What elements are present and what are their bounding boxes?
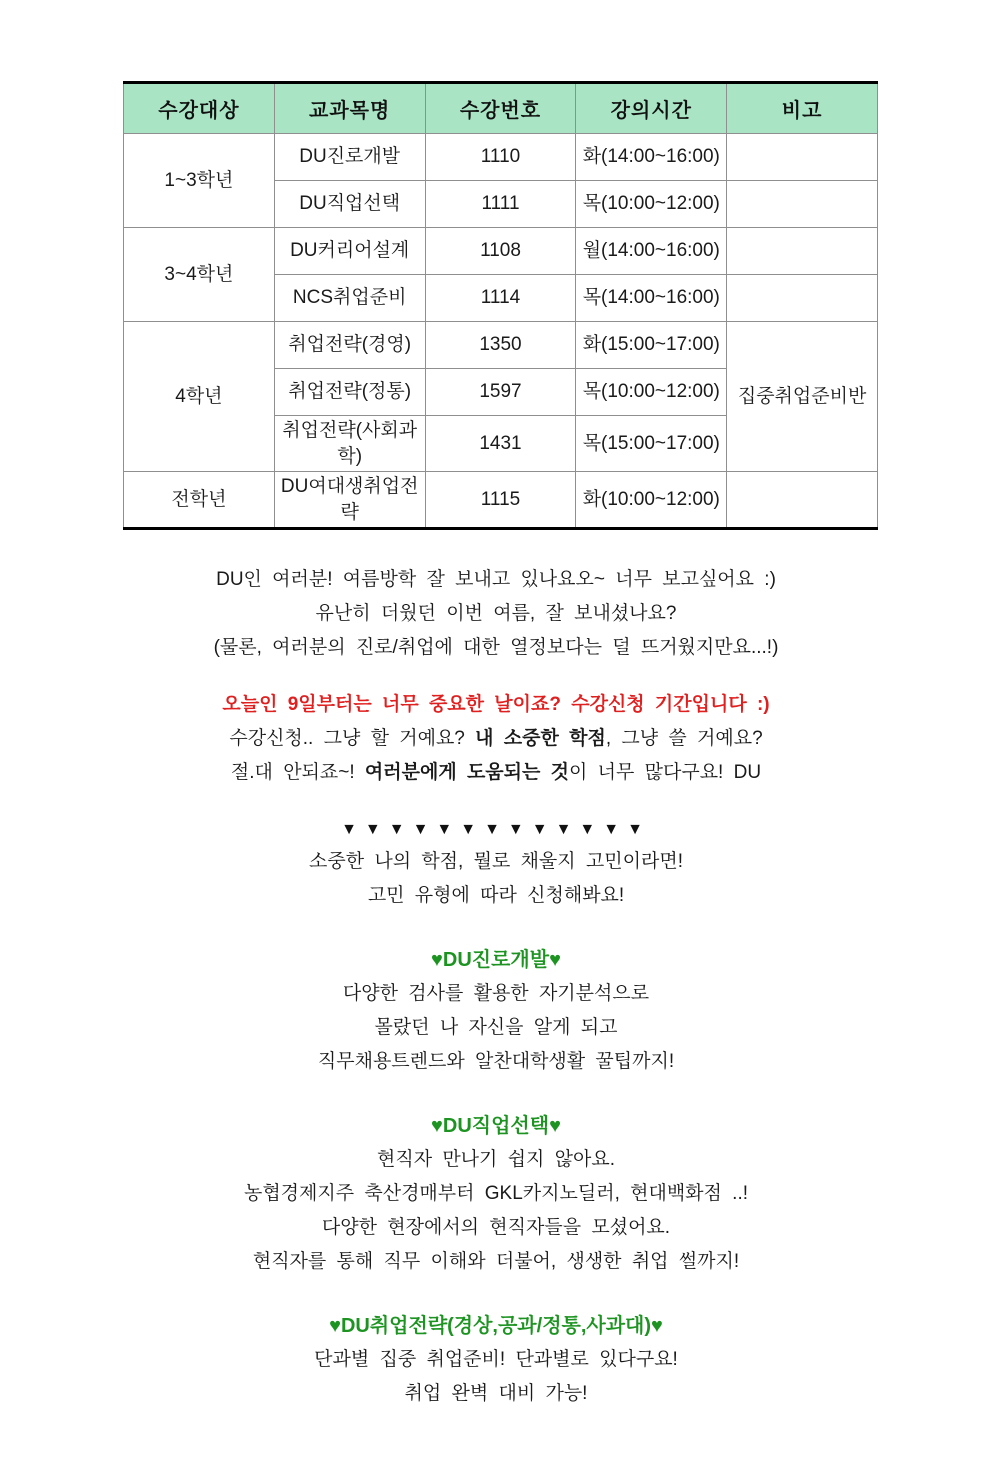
target-cell: 4학년: [124, 322, 275, 472]
header-note: 비고: [727, 83, 878, 134]
notice-text: , 그냥 쓸 거예요?: [605, 728, 763, 749]
time-cell: 월(14:00~16:00): [576, 228, 727, 275]
section-title-du-career-development: ♥DU진로개발♥: [431, 949, 561, 971]
note-cell: [727, 275, 878, 322]
code-cell: 1597: [425, 369, 576, 416]
time-cell: 화(10:00~12:00): [576, 472, 727, 529]
registration-notice: [0, 688, 992, 790]
code-cell: 1108: [425, 228, 576, 275]
section-line: 다양한 검사를 활용한 자기분석으로: [342, 983, 650, 1004]
notice-text: 수강신청.. 그냥 할 거예요?: [229, 728, 476, 749]
section-line: 단과별 집중 취업준비! 단과별로 있다구요!: [314, 1349, 678, 1370]
intro-line: DU인 여러분! 여름방학 잘 보내고 있나요오~ 너무 보고싶어요 :): [216, 569, 776, 590]
header-course: 교과목명: [274, 83, 425, 134]
course-cell: 취업전략(사회과학): [274, 416, 425, 472]
notice-headline: 오늘인 9일부터는 너무 중요한 날이죠? 수강신청 기간입니다 :): [222, 694, 770, 715]
code-cell: 1111: [425, 181, 576, 228]
section-title-du-employment-strategy: ♥DU취업전략(경상,공과/정통,사과대)♥: [329, 1315, 663, 1337]
table-row: [124, 472, 878, 529]
course-cell: NCS취업준비: [274, 275, 425, 322]
notice-text: 이 너무 많다구요! DU: [569, 762, 762, 783]
target-cell: 전학년: [124, 472, 275, 529]
table-header-row: [124, 83, 878, 134]
time-cell: 목(14:00~16:00): [576, 275, 727, 322]
notice-line: [0, 756, 992, 790]
triangle-divider: ▼▼▼▼▼▼▼▼▼▼▼▼▼: [341, 821, 651, 838]
intro-paragraph: [0, 563, 992, 665]
header-target: 수강대상: [124, 83, 275, 134]
section-line: 직무채용트렌드와 알찬대학생활 꿀팁까지!: [317, 1051, 675, 1072]
notice-page: [0, 81, 992, 1484]
intro-line: 유난히 더웠던 이번 여름, 잘 보내셨나요?: [315, 603, 677, 624]
time-cell: 목(10:00~12:00): [576, 181, 727, 228]
section-du-employment-strategy: [0, 1343, 992, 1411]
section-line: 취업 완벽 대비 가능!: [404, 1383, 588, 1404]
section-title-du-job-selection: ♥DU직업선택♥: [431, 1115, 561, 1137]
section-line: 농협경제지주 축산경매부터 GKL카지노딜러, 현대백화점 ..!: [243, 1183, 749, 1204]
target-cell: 1~3학년: [124, 134, 275, 228]
note-cell: [727, 134, 878, 181]
notice-text-bold: 여러분에게 도움되는 것: [364, 762, 570, 783]
target-cell: 3~4학년: [124, 228, 275, 322]
intro-line: (물론, 여러분의 진로/취업에 대한 열정보다는 덜 뜨거웠지만요...!): [213, 637, 779, 658]
course-cell: DU여대생취업전략: [274, 472, 425, 529]
code-cell: 1114: [425, 275, 576, 322]
course-cell: DU진로개발: [274, 134, 425, 181]
table-row: [124, 134, 878, 181]
note-cell: [727, 472, 878, 529]
code-cell: 1350: [425, 322, 576, 369]
section-line: 몰랐던 나 자신을 알게 되고: [374, 1017, 618, 1038]
prompt-line: 소중한 나의 학점, 뭘로 채울지 고민이라면!: [309, 851, 683, 872]
header-code: 수강번호: [425, 83, 576, 134]
time-cell: 화(14:00~16:00): [576, 134, 727, 181]
course-cell: DU커리어설계: [274, 228, 425, 275]
table-row: [124, 322, 878, 369]
section-du-career-development: [0, 977, 992, 1079]
section-line: 현직자를 통해 직무 이해와 더불어, 생생한 취업 썰까지!: [252, 1251, 740, 1272]
course-cell: DU직업선택: [274, 181, 425, 228]
prompt-paragraph: [0, 845, 992, 913]
time-cell: 목(15:00~17:00): [576, 416, 727, 472]
course-cell: 취업전략(정통): [274, 369, 425, 416]
note-cell: 집중취업준비반: [727, 322, 878, 472]
code-cell: 1431: [425, 416, 576, 472]
header-time: 강의시간: [576, 83, 727, 134]
note-cell: [727, 181, 878, 228]
prompt-line: 고민 유형에 따라 신청해봐요!: [367, 885, 625, 906]
notice-line: [0, 722, 992, 756]
table-row: [124, 228, 878, 275]
section-line: 다양한 현장에서의 현직자들을 모셨어요.: [321, 1217, 671, 1238]
course-schedule-table: [123, 81, 878, 530]
course-cell: 취업전략(경영): [274, 322, 425, 369]
notice-text-bold: 내 소중한 학점: [475, 728, 606, 749]
notice-text: 절.대 안되죠~!: [230, 762, 365, 783]
code-cell: 1115: [425, 472, 576, 529]
section-line: 현직자 만나기 쉽지 않아요.: [376, 1149, 615, 1170]
time-cell: 목(10:00~12:00): [576, 369, 727, 416]
section-du-job-selection: [0, 1143, 992, 1279]
code-cell: 1110: [425, 134, 576, 181]
note-cell: [727, 228, 878, 275]
time-cell: 화(15:00~17:00): [576, 322, 727, 369]
